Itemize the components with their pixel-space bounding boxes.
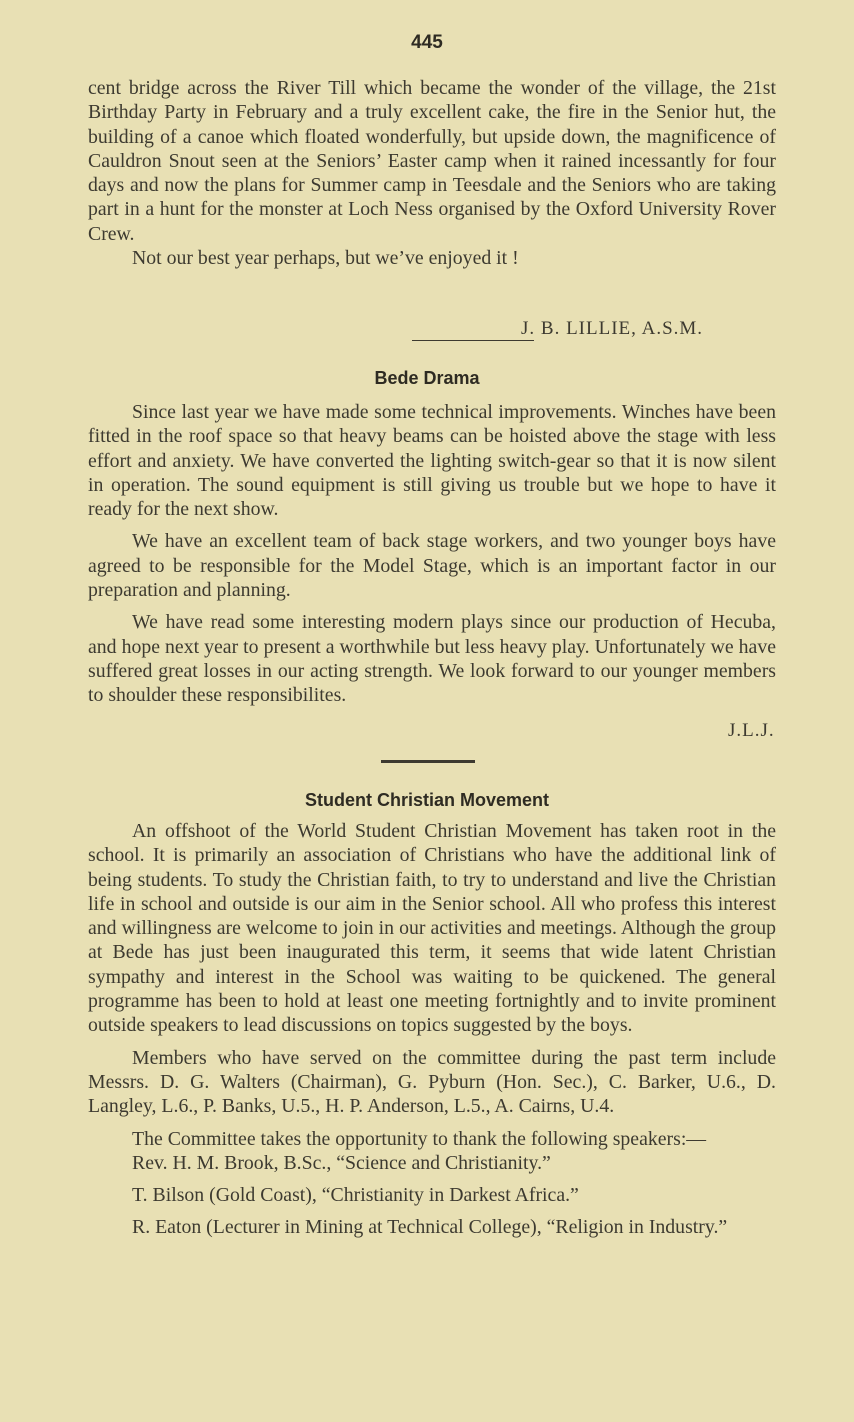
bede-drama-paragraph-2: We have an excellent team of back stage workers, and two younger boys have agreed to be responsible for the Model Stage, which is an important factor in our preparation and planning. [88,530,776,602]
rover-closing: Not our best year perhaps, but we’ve enjoyed it ! [132,247,519,270]
signature-rule [412,340,534,341]
scm-section [88,819,776,1240]
rover-section [88,76,776,270]
speaker-item: T. Bilson (Gold Coast), “Christianity in Darkest Africa.” [132,1184,579,1207]
scm-paragraph-3: The Committee takes the opportunity to thank the following speakers:— [132,1127,707,1150]
heading-bede-drama: Bede Drama [374,368,480,388]
scm-paragraph-1: An offshoot of the World Student Christian Movement has taken root in the school. It is primarily an association of Christians who have the additional link of being students. To study the Christian faith, to try to understand and live the Christian life in school and outside is our aim in the Senior school. All who profess this interest and willingness are welcome to join in our activities and meetings. Although the group at Bede has just been inaugurated this term, it seems that wide latent Christian sympathy and interest in the School was waiting to be quickened. The general programme has been to hold at least one meeting fortnightly and to invite prominent outside speakers to lead discussions on topics suggested by the boys. [88,820,776,1037]
speaker-item: R. Eaton (Lecturer in Mining at Technical College), “Religion in Industry.” [132,1216,728,1239]
page-number: 445 [411,32,443,53]
bede-drama-paragraph-3: We have read some interesting modern plays since our production of Hecuba, and hope next year to present a worthwhile but less heavy play. Unfortunately we have suffered great losses in our acting strength. We look forward to our younger members to shoulder these responsibilites. [88,611,776,707]
section-divider [381,760,475,763]
speaker-item: Rev. H. M. Brook, B.Sc., “Science and Christianity.” [132,1151,551,1174]
heading-student-christian-movement: Student Christian Movement [304,790,550,810]
bede-drama-section [88,400,776,708]
rover-paragraph: cent bridge across the River Till which became the wonder of the village, the 21st Birthday Party in February and a truly excellent cake, the fire in the Senior hut, the building of a canoe which floated wonderfully, but upside down, the magnificence of Cauldron Snout seen at the Seniors’ Easter camp when it rained incessantly for four days and now the plans for Summer camp in Teesdale and the Seniors who are taking part in a hunt for the monster at Loch Ness organised by the Oxford University Rover Crew. [88,77,776,245]
bede-drama-paragraph-1: Since last year we have made some technical improvements. Winches have been fitted in the roof space so that heavy beams can be hoisted above the stage with less effort and anxiety. We have converted the lighting switch-gear so that it is now silent in operation. The sound equipment is still giving us trouble but we hope to have it ready for the next show. [88,401,776,521]
bede-drama-initials: J.L.J. [728,720,775,741]
scm-paragraph-2: Members who have served on the committee during the past term include Messrs. D. G. Walters (Chairman), G. Pyburn (Hon. Sec.), C. Barker, U.6., D. Langley, L.6., P. Banks, U.5., H. P. Anderson, L.5., A. Cairns, U.4. [88,1046,776,1118]
signature: J. B. LILLIE, A.S.M. [521,318,704,339]
